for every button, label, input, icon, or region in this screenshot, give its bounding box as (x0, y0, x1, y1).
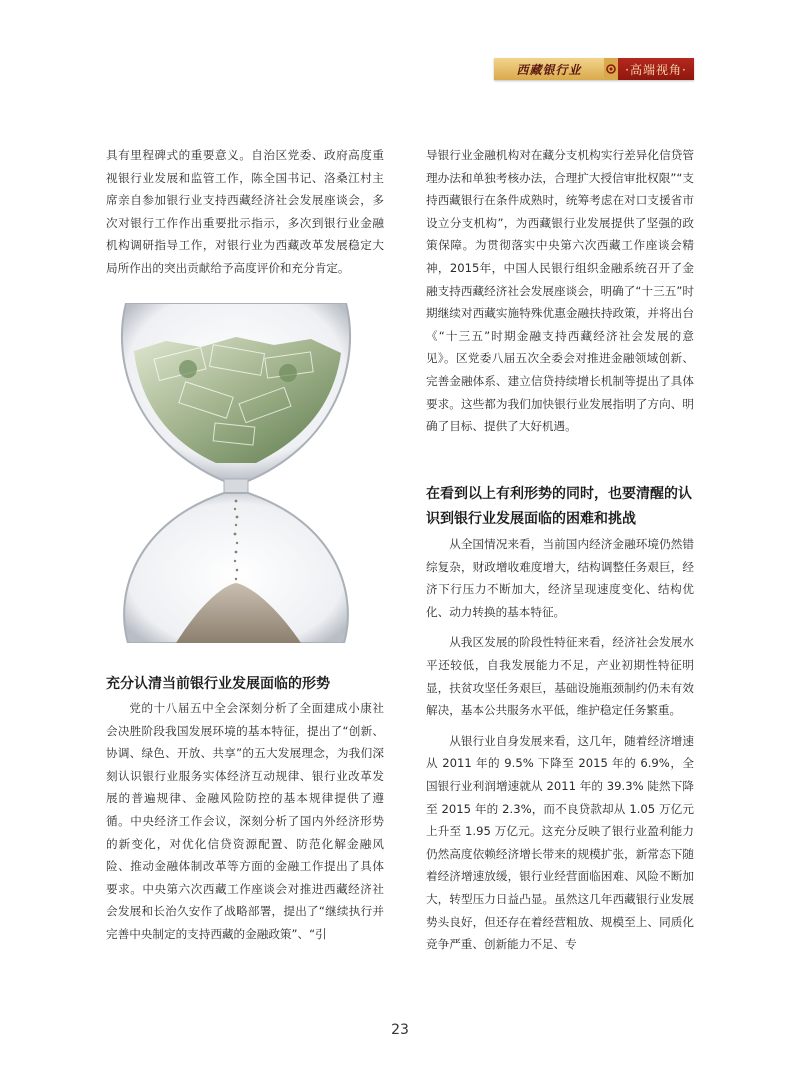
badge-section: ·高端视角· (618, 58, 694, 80)
left-body-text (106, 697, 384, 946)
right-upper-text (426, 144, 694, 438)
banking-paragraph: 从银行业自身发展来看，这几年，随着经济增速从 2011 年的 9.5% 下降至 2015 年的 6.9%，全国银行业利润增速就从 2011 年的 39.3% 陡然下降至 2015 年的 2.3%，而不良贷款却从 1.05 万亿元上升至 1.95 万亿元。这充分反映了银行业盈利能力仍然高度依赖经济增长带来的规模扩张，新常态下随着经济增速放缓，银行业经营面临困难、风险不断加大，转型压力日益凸显。虽然这几年西藏银行业发展势头良好，但还存在着经营粗放、规模至上、同质化竞争严重、创新能力不足、专 (426, 733, 694, 952)
badge-brand: 西藏银行业 (494, 58, 604, 80)
regional-paragraph: 从我区发展的阶段性特征来看，经济社会发展水平还较低，自我发展能力不足，产业初期性特征明显，扶贫攻坚任务艰巨，基础设施瓶颈制约仍未有效解决，基本公共服务水平低，维护稳定任务繁重。 (426, 635, 694, 718)
badge-ornament-icon (604, 58, 618, 80)
intro-paragraph: 具有里程碑式的重要意义。自治区党委、政府高度重视银行业发展和监管工作，陈全国书记、洛桑江村主席亲自参加银行业支持西藏经济社会发展座谈会，多次对银行工作作出重要批示指示，多次到银行业金融机构调研指导工作，对银行业为西藏改革发展稳定大局所作出的突出贡献给予高度评价和充分肯定。 (106, 148, 384, 275)
policy-paragraph: 导银行业金融机构对在藏分支机构实行差异化信贷管理办法和单独考核办法，合理扩大授信审批权限”“支持西藏银行在条件成熟时，统筹考虑在对口支援省市设立分支机构”，为西藏银行业发展提供了坚强的政策保障。为贯彻落实中央第六次西藏工作座谈会精神，2015年，中国人民银行组织金融系统召开了金融支持西藏经济社会发展座谈会，明确了“十三五”时期继续对西藏实施特殊优惠金融扶持政策，并将出台《“十三五”时期金融支持西藏经济社会发展的意见》。区党委八届五次全委会对推进金融领域创新、完善金融体系、建立信贷持续增长机制等提出了具体要求。这些都为我们加快银行业发展指明了方向、明确了目标、提供了大好机遇。 (426, 148, 694, 434)
section-heading-situation: 充分认清当前银行业发展面临的形势 (106, 676, 330, 692)
section-heading-challenges: 在看到以上有利形势的同时，也要清醒的认识到银行业发展面临的困难和挑战 (426, 486, 692, 527)
situation-paragraph: 党的十八届五中全会深刻分析了全面建成小康社会决胜阶段我国发展环境的基本特征，提出了“创新、协调、绿色、开放、共享”的五大发展理念，为我们深刻认识银行业服务实体经济互动规律、银行业改革发展的普遍规律、金融风险防控的基本规律提供了遵循。中央经济工作会议，深刻分析了国内外经济形势的新变化，对优化信贷资源配置、防范化解金融风险、推动金融体制改革等方面的金融工作提出了具体要求。中央第六次西藏工作座谈会对推进西藏经济社会发展和长治久安作了战略部署，提出了“继续执行并完善中央制定的支持西藏的金融政策”、“引 (106, 701, 384, 941)
left-intro-text (106, 144, 384, 280)
page-number: 23 (391, 1022, 409, 1038)
hourglass-money-icon (106, 303, 366, 643)
column-badge (494, 58, 694, 80)
national-paragraph: 从全国情况来看，当前国内经济金融环境仍然错综复杂，财政增收难度增大，结构调整任务艰巨，经济下行压力不断加大，经济呈现速度变化、结构优化、动力转换的基本特征。 (426, 537, 694, 619)
right-lower-text (426, 533, 694, 956)
